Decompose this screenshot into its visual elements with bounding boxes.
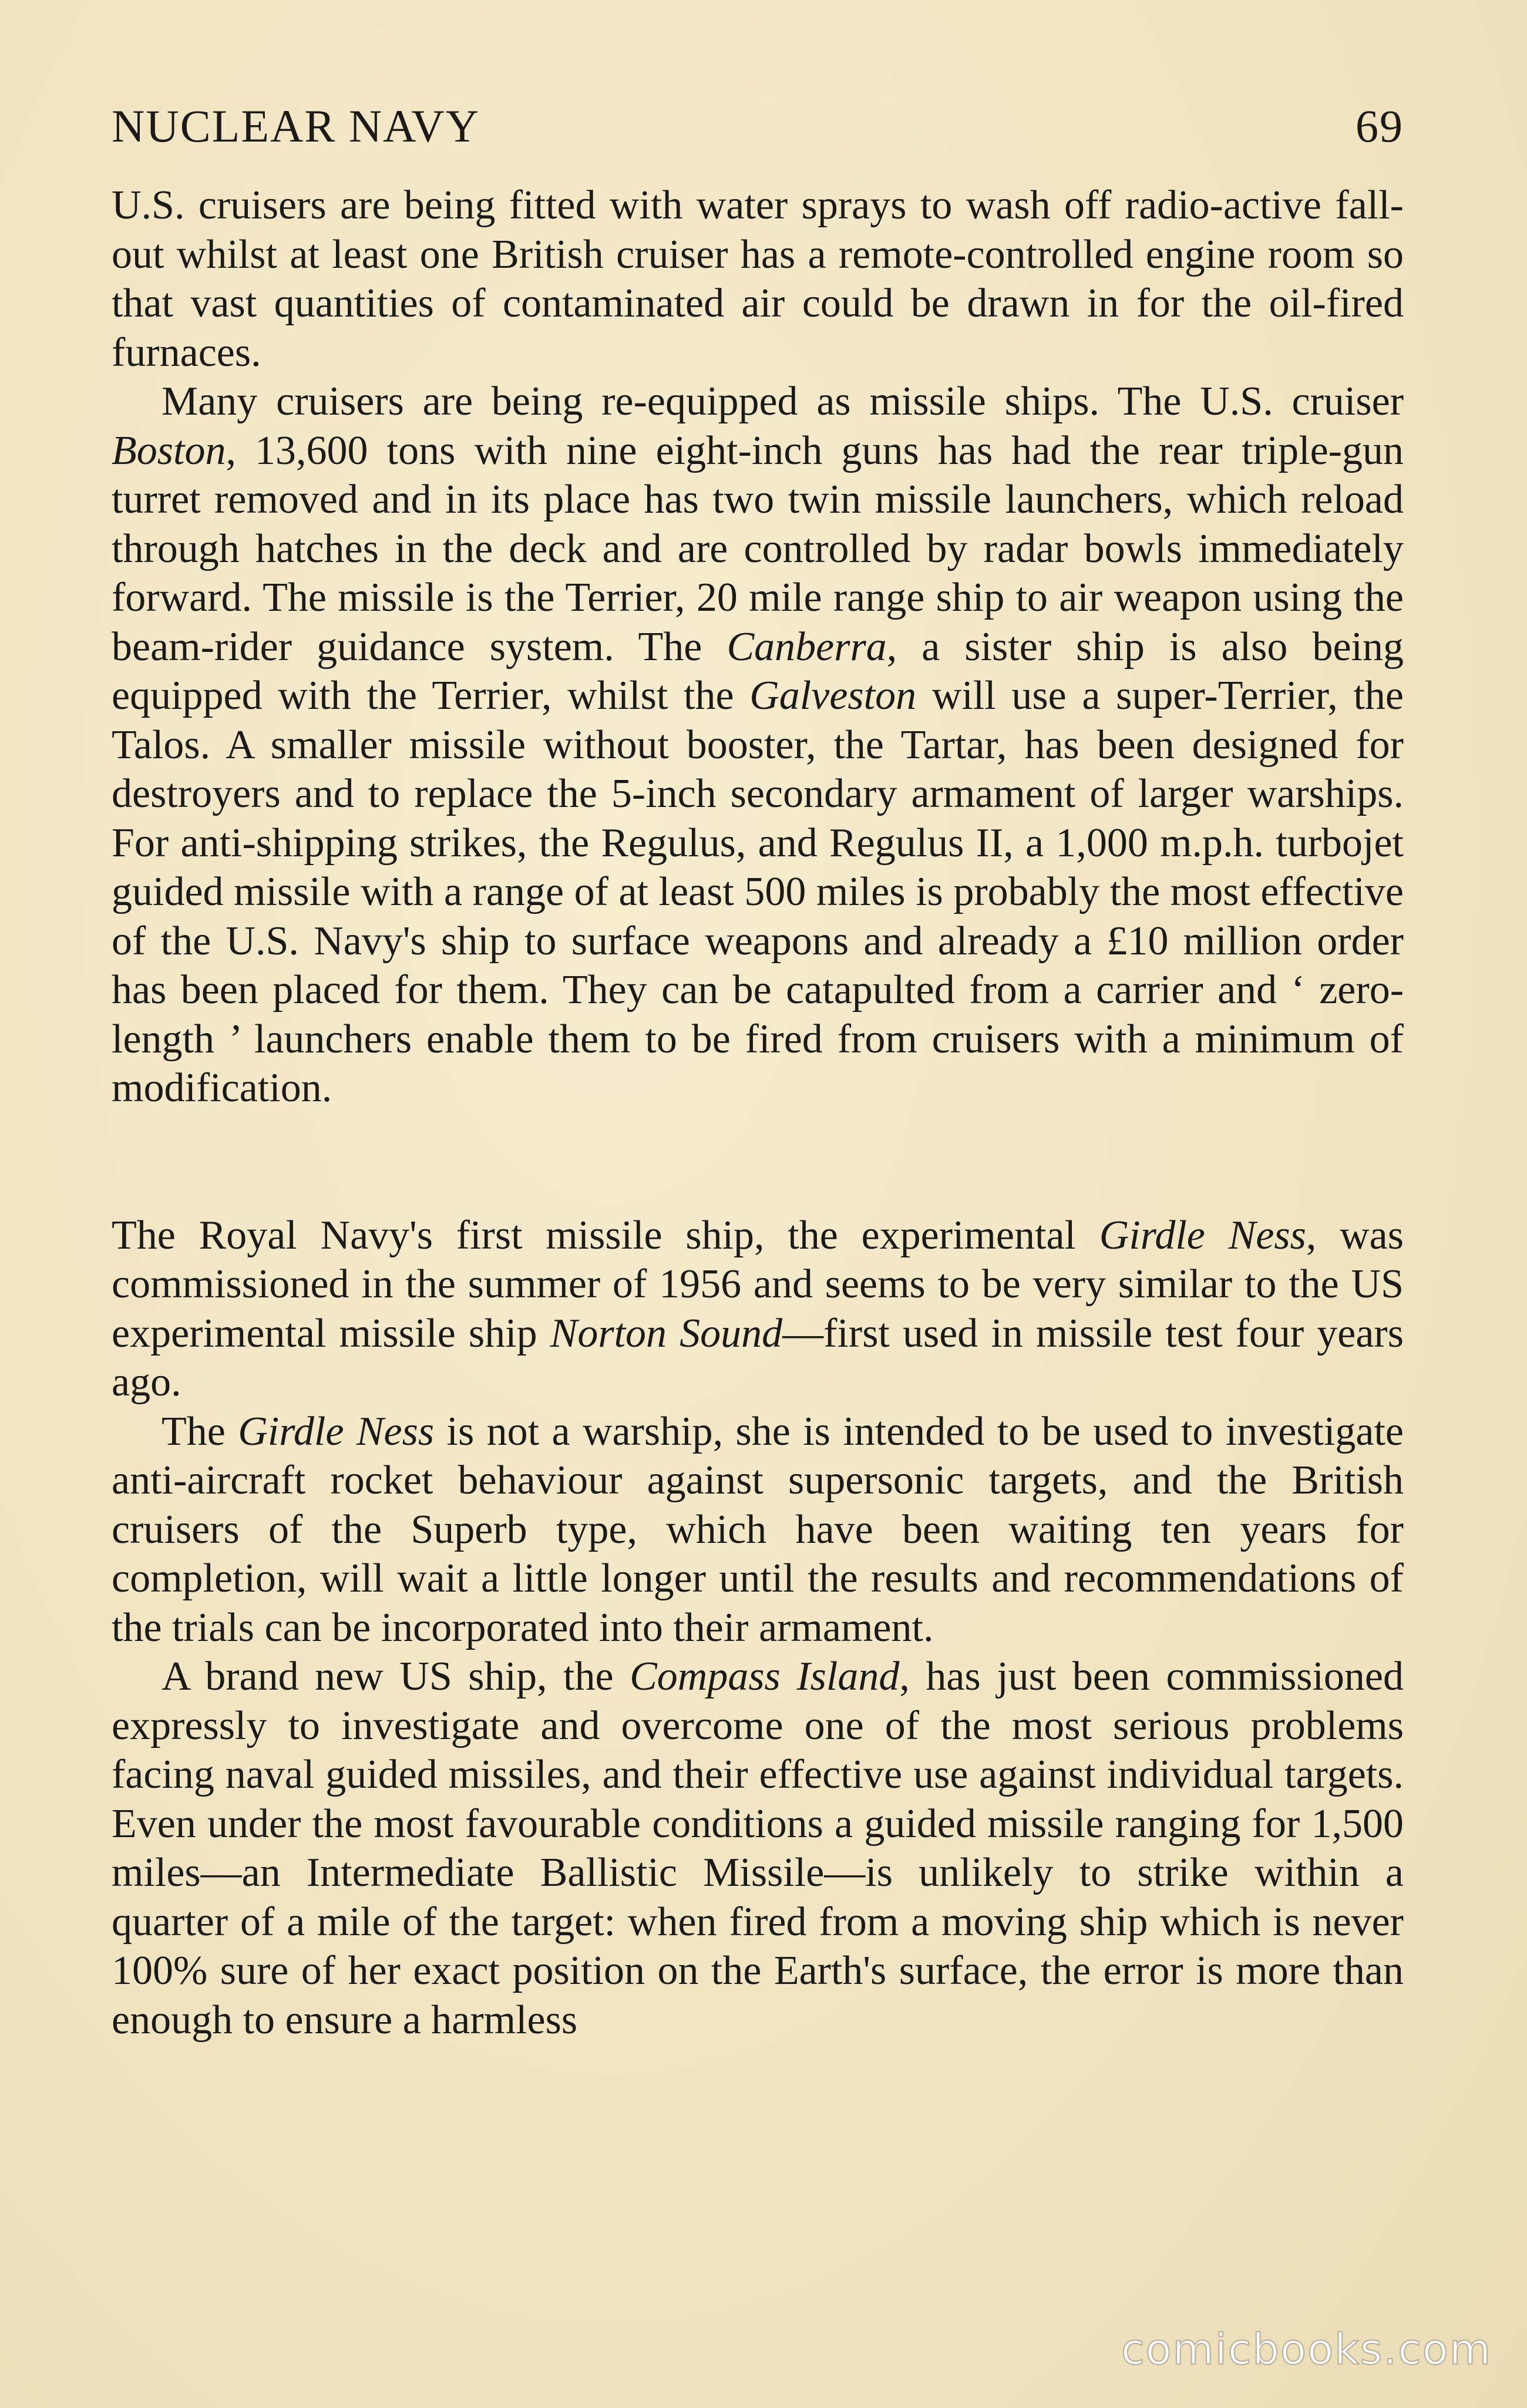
italic-ship-name: Canberra [726,624,887,670]
paragraph: The Royal Navy's first missile ship, the experimental Girdle Ness, was commissioned in the summer of 1956 and seems to be very similar to the US experimental missile ship Norton Sound—first used in missile test four years ago. [112,1212,1404,1405]
italic-ship-name: Girdle Ness [238,1408,435,1454]
italic-ship-name: Girdle Ness [1099,1212,1306,1258]
italic-ship-name: Galveston [749,673,917,718]
book-page [112,88,1404,2044]
italic-ship-name: Compass Island [630,1654,900,1699]
paragraph: The Girdle Ness is not a warship, she is intended to be used to investigate anti-aircraft rocket behaviour against supersonic targets, and the British cruisers of the Superb type, which have been waiting ten years for completion, will wait a little longer until the results and recommendations of the trials can be incorporated into their armament. [112,1408,1404,1650]
paragraph: U.S. cruisers are being fitted with water sprays to wash off radio-active fall-out whilst at least one British cruiser has a remote-controlled engine room so that vast quantities of contaminated air could be drawn in for the oil-fired furnaces. [112,183,1404,375]
paragraph: A brand new US ship, the Compass Island, has just been commissioned expressly to investigate and overcome one of the most serious problems facing naval guided missiles, and their effective use against individual targets. Even under the most favourable conditions a guided missile ranging for 1,500 miles—an Intermediate Ballistic Missile—is unlikely to strike within a quarter of a mile of the target: when fired from a moving ship which is never 100% sure of her exact position on the Earth's surface, the error is more than enough to ensure a harmless [112,1654,1404,2043]
watermark: comicbooks.com [1121,2325,1492,2374]
paragraph: Many cruisers are being re-equipped as missile ships. The U.S. cruiser Boston, 13,600 tons with nine eight-inch guns has had the rear triple-gun turret removed and in its place has two twin missile launchers, which reload through hatches in the deck and are controlled by radar bowls immediately forward. The missile is the Terrier, 20 mile range ship to air weapon using the beam-rider guidance system. The Canberra, a sister ship is also being equipped with the Terrier, whilst the Galveston will use a super-Terrier, the Talos. A smaller missile without booster, the Tartar, has been designed for destroyers and to replace the 5-inch secondary armament of larger warships. For anti-shipping strikes, the Regulus, and Regulus II, a 1,000 m.p.h. turbojet guided missile with a range of at least 500 miles is probably the most effective of the U.S. Navy's ship to surface weapons and already a £10 million order has been placed for them. They can be catapulted from a carrier and ‘ zero-length ’ launchers enable them to be fired from cruisers with a minimum of modification. [112,379,1404,1111]
running-title: NUCLEAR NAVY [112,100,480,152]
page-number: 69 [1356,100,1404,152]
running-header [112,88,1404,153]
body-text [112,181,1404,2044]
italic-ship-name: Norton Sound [550,1310,783,1356]
italic-ship-name: Boston [112,428,226,473]
